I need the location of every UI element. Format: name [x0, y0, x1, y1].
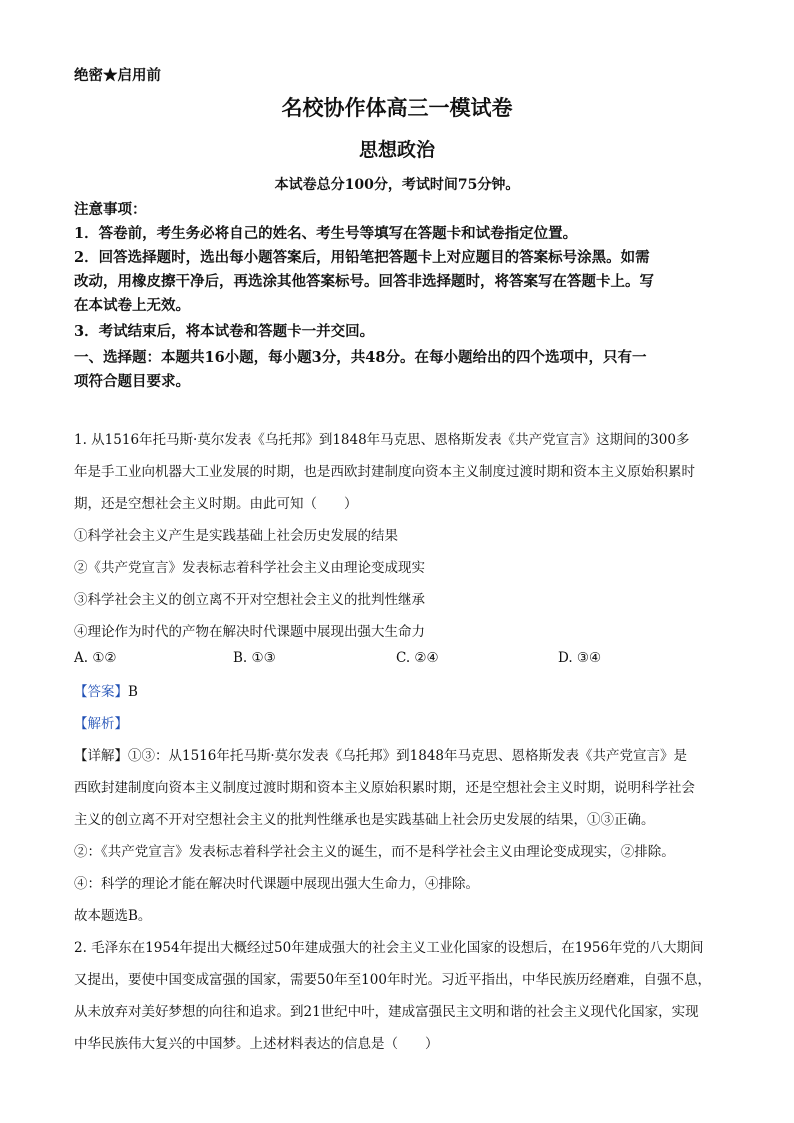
- notice-item-2-line-1: 2．回答选择题时，选出每小题答案后，用铅笔把答题卡上对应题目的答案标号涂黑。如需: [74, 249, 650, 266]
- q2-stem-line-1: 2. 毛泽东在1954年提出大概经过50年建成强大的社会主义工业化国家的设想后，在1956年党的八大期间: [74, 940, 704, 956]
- notice-item-3: 3．考试结束后，将本试卷和答题卡一并交回。: [74, 323, 375, 340]
- q1-option-a: A. ①②: [74, 650, 117, 666]
- q2-stem-line-4: 中华民族伟大复兴的中国梦。上述材料表达的信息是（ ）: [74, 1036, 439, 1052]
- section-heading-line-1: 一、选择题：本题共16小题，每小题3分，共48分。在每小题给出的四个选项中，只有一: [74, 349, 647, 366]
- detail-text-1: ①③：从1516年托马斯·莫尔发表《乌托邦》到1848年马克思、恩格斯发表《共产党宣言》是: [128, 748, 688, 764]
- q1-stem-line-1: 1. 从1516年托马斯·莫尔发表《乌托邦》到1848年马克思、恩格斯发表《共产党宣言》这期间的300多: [74, 432, 690, 448]
- q1-answer-row: [74, 680, 138, 700]
- q1-statement-3: ③科学社会主义的创立离不开对空想社会主义的批判性继承: [74, 592, 425, 608]
- subject-title: 思想政治: [358, 139, 435, 161]
- secret-mark: 绝密★启用前: [74, 67, 161, 84]
- q1-detail-line-5: ④：科学的理论才能在解决时代课题中展现出强大生命力，④排除。: [74, 876, 479, 892]
- detail-tag: 【详解】: [74, 748, 128, 764]
- notice-heading: 注意事项：: [74, 201, 147, 218]
- q1-option-b: B. ①③: [233, 650, 276, 666]
- q1-analysis-tag-row: [74, 712, 128, 732]
- answer-tag: 【答案】: [74, 684, 128, 700]
- q1-option-c: C. ②④: [396, 650, 439, 666]
- q1-statement-4: ④理论作为时代的产物在解决时代课题中展现出强大生命力: [74, 624, 425, 640]
- q2-stem-line-2: 又提出，要使中国变成富强的国家，需要50年至100年时光。习近平指出，中华民族历经磨难，自强不息，: [74, 972, 711, 988]
- q1-statement-2: ②《共产党宣言》发表标志着科学社会主义由理论变成现实: [74, 560, 425, 576]
- q1-conclusion: 故本题选B。: [74, 908, 152, 924]
- q2-stem-line-3: 从未放弃对美好梦想的向往和追求。到21世纪中叶，建成富强民主文明和谐的社会主义现代化国家，实现: [74, 1004, 699, 1020]
- notice-item-1: 1．答卷前，考生务必将自己的姓名、考生号等填写在答题卡和试卷指定位置。: [74, 225, 578, 242]
- notice-item-2-line-3: 在本试卷上无效。: [74, 297, 190, 314]
- q1-stem-line-2: 年是手工业向机器大工业发展的时期，也是西欧封建制度向资本主义制度过渡时期和资本主义原始积累时: [74, 464, 695, 480]
- q1-detail-line-4: ②：《共产党宣言》发表标志着科学社会主义的诞生，而不是科学社会主义由理论变成现实，②排除。: [74, 844, 675, 860]
- exam-title: 名校协作体高三一模试卷: [281, 95, 513, 120]
- answer-value: B: [128, 684, 138, 700]
- q1-stem-line-3: 期，还是空想社会主义时期。由此可知（ ）: [74, 496, 358, 512]
- q1-option-d: D. ③④: [558, 650, 602, 666]
- notice-item-2-line-2: 改动，用橡皮擦干净后，再选涂其他答案标号。回答非选择题时，将答案写在答题卡上。写: [74, 273, 654, 290]
- section-heading-line-2: 项符合题目要求。: [74, 373, 190, 390]
- q1-statement-1: ①科学社会主义产生是实践基础上社会历史发展的结果: [74, 528, 398, 544]
- q1-detail-line-2: 西欧封建制度向资本主义制度过渡时期和资本主义原始积累时期，还是空想社会主义时期，说明科学社会: [74, 780, 695, 796]
- analysis-tag: 【解析】: [74, 716, 128, 732]
- exam-info: 本试卷总分100分，考试时间75分钟。: [274, 177, 520, 193]
- q1-detail-line-1: [74, 744, 687, 764]
- q1-detail-line-3: 主义的创立离不开对空想社会主义的批判性继承也是实践基础上社会历史发展的结果，①③正确。: [74, 812, 655, 828]
